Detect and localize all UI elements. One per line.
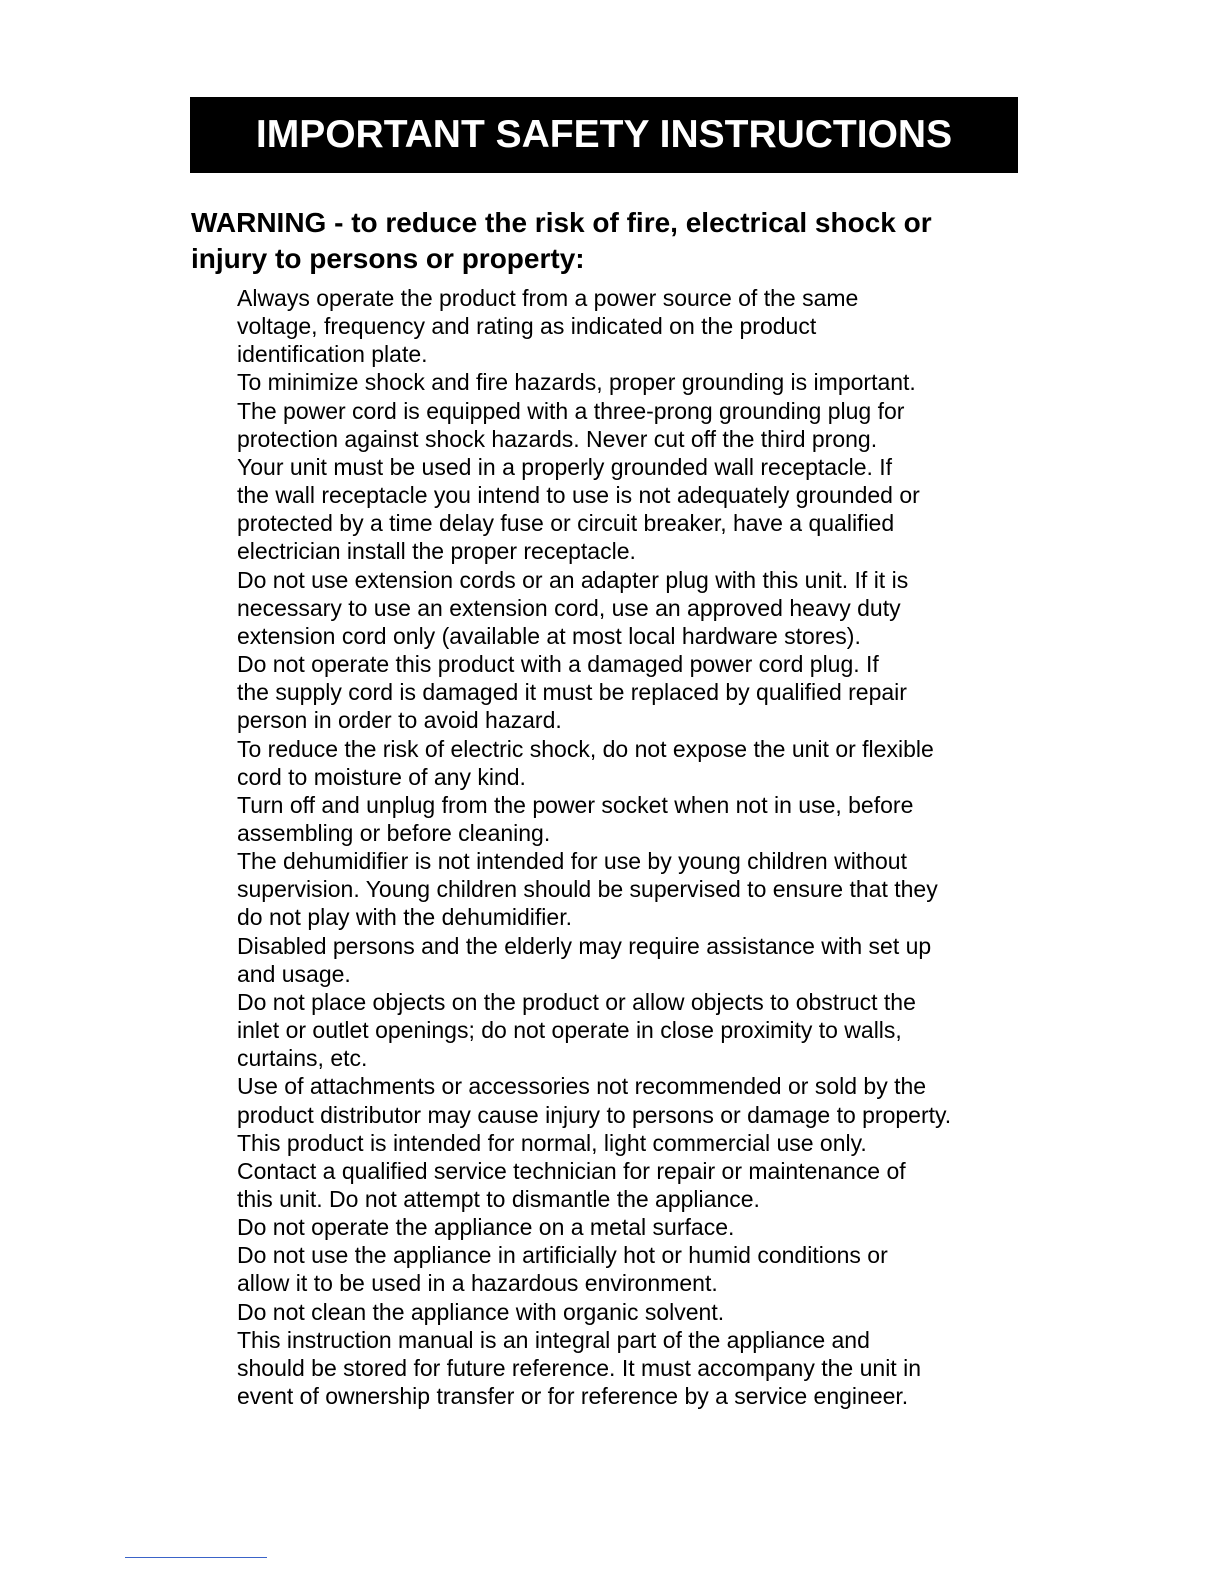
instruction-item: Disabled persons and the elderly may require assistance with set up and usage. <box>237 932 932 987</box>
instruction-item: Do not operate the appliance on a metal surface. <box>237 1214 735 1241</box>
instruction-list <box>237 284 1037 1410</box>
instruction-item: Do not operate this product with a damaged power cord plug. If the supply cord is damaged it must be replaced by qualified repair person in order to avoid hazard. <box>237 651 907 734</box>
page-title-banner <box>190 97 1018 173</box>
instruction-item: Do not use the appliance in artificially hot or humid conditions or allow it to be used in a hazardous environment. <box>237 1242 888 1297</box>
instruction-item: To minimize shock and fire hazards, proper grounding is important. The power cord is equipped with a three-prong grounding plug for protection against shock hazards. Never cut off the third prong. <box>237 369 916 452</box>
instruction-item: This product is intended for normal, light commercial use only. <box>237 1129 867 1156</box>
page-title: IMPORTANT SAFETY INSTRUCTIONS <box>255 113 953 156</box>
warning-heading: WARNING - to reduce the risk of fire, electrical shock or injury to persons or property: <box>191 207 932 274</box>
footnote-divider <box>125 1557 267 1558</box>
instruction-item: Your unit must be used in a properly grounded wall receptacle. If the wall receptacle you intend to use is not adequately grounded or protected by a time delay fuse or circuit breaker, have a qualified electrician install the proper receptacle. <box>237 453 920 565</box>
instruction-item: Do not clean the appliance with organic solvent. <box>237 1298 725 1325</box>
instruction-item: The dehumidifier is not intended for use by young children without supervision. Young children should be supervised to ensure that they do not play with the dehumidifier. <box>237 848 938 931</box>
instruction-item: Do not place objects on the product or allow objects to obstruct the inlet or outlet openings; do not operate in close proximity to walls, curtains, etc. <box>237 988 916 1072</box>
instruction-item: This instruction manual is an integral part of the appliance and should be stored for future reference. It must accompany the unit in event of ownership transfer or for reference by a service engineer. <box>237 1326 921 1410</box>
instruction-item: Use of attachments or accessories not recommended or sold by the product distributor may cause injury to persons or damage to property. <box>237 1073 952 1128</box>
instruction-item: To reduce the risk of electric shock, do not expose the unit or flexible cord to moisture of any kind. <box>237 735 934 790</box>
instruction-item: Do not use extension cords or an adapter plug with this unit. If it is necessary to use an extension cord, use an approved heavy duty extension cord only (available at most local hardware stores). <box>237 566 909 649</box>
instruction-item: Contact a qualified service technician for repair or maintenance of this unit. Do not attempt to dismantle the appliance. <box>237 1157 906 1212</box>
instruction-item: Turn off and unplug from the power socket when not in use, before assembling or before cleaning. <box>237 791 914 846</box>
instruction-item: Always operate the product from a power source of the same voltage, frequency and rating as indicated on the product identification plate. <box>237 285 859 368</box>
